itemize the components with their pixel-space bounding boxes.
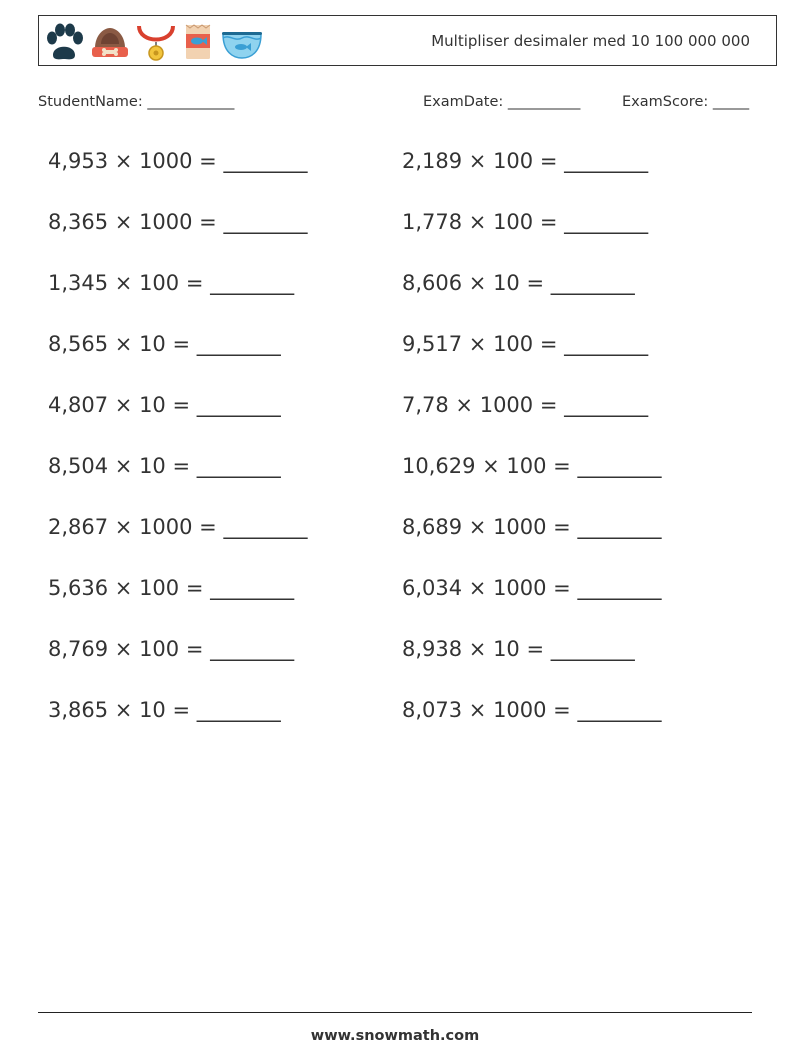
student-name-field: StudentName: ____________ — [38, 94, 235, 110]
exam-date-field: ExamDate: __________ — [423, 94, 581, 110]
header-icons — [43, 20, 265, 64]
problem-right-3: 8,606 × 10 = ________ — [402, 271, 635, 295]
fish-bowl-icon — [219, 22, 265, 62]
problem-left-9: 8,769 × 100 = ________ — [48, 637, 295, 661]
problem-right-6: 10,629 × 100 = ________ — [402, 454, 662, 478]
problem-right-4: 9,517 × 100 = ________ — [402, 332, 649, 356]
pet-food-bag-icon — [181, 22, 215, 62]
problem-right-9: 8,938 × 10 = ________ — [402, 637, 635, 661]
paw-icon — [43, 22, 85, 62]
footer-divider — [38, 1012, 752, 1013]
problem-left-5: 4,807 × 10 = ________ — [48, 393, 281, 417]
worksheet-title: Multipliser desimaler med 10 100 000 000 — [431, 32, 750, 50]
problem-left-2: 8,365 × 1000 = ________ — [48, 210, 308, 234]
problem-right-10: 8,073 × 1000 = ________ — [402, 698, 662, 722]
exam-score-field: ExamScore: _____ — [622, 94, 750, 110]
problem-left-4: 8,565 × 10 = ________ — [48, 332, 281, 356]
dog-bed-icon — [89, 22, 131, 62]
problem-left-1: 4,953 × 1000 = ________ — [48, 149, 308, 173]
problem-left-3: 1,345 × 100 = ________ — [48, 271, 295, 295]
problem-left-10: 3,865 × 10 = ________ — [48, 698, 281, 722]
problem-right-8: 6,034 × 1000 = ________ — [402, 576, 662, 600]
collar-icon — [135, 22, 177, 62]
problem-left-8: 5,636 × 100 = ________ — [48, 576, 295, 600]
problem-right-7: 8,689 × 1000 = ________ — [402, 515, 662, 539]
worksheet-header — [38, 15, 777, 66]
problem-right-2: 1,778 × 100 = ________ — [402, 210, 649, 234]
problem-right-5: 7,78 × 1000 = ________ — [402, 393, 649, 417]
problem-left-7: 2,867 × 1000 = ________ — [48, 515, 308, 539]
problem-left-6: 8,504 × 10 = ________ — [48, 454, 281, 478]
problem-right-1: 2,189 × 100 = ________ — [402, 149, 649, 173]
footer-url[interactable]: www.snowmath.com — [310, 1028, 480, 1044]
